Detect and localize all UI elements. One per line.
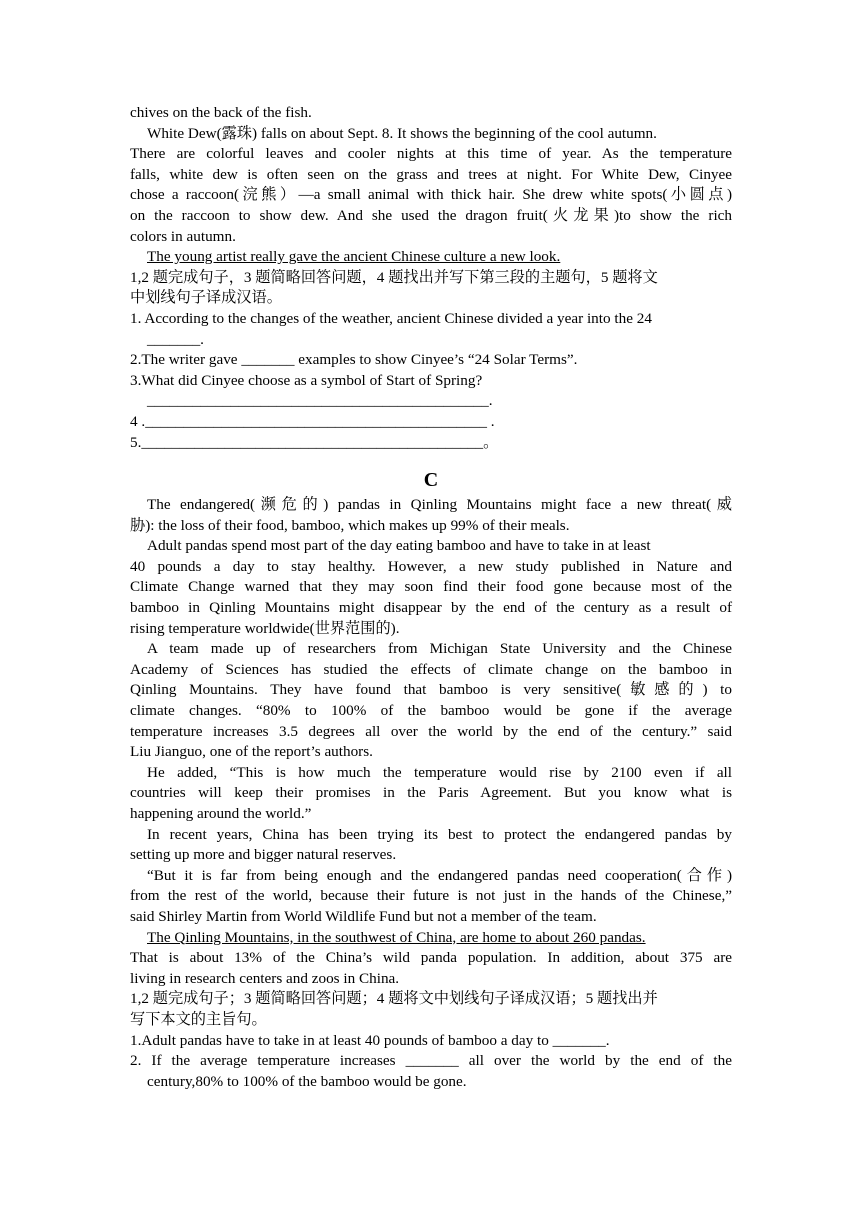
document-page bbox=[130, 103, 732, 1092]
passage-c-line: Qinling Mountains. They have found that bamboo is very sensitive(敏感的) to bbox=[130, 681, 732, 699]
passage-b-line: colors in autumn. bbox=[130, 227, 236, 245]
passage-c-line: from the rest of the world, because their future is not just in the hands of the Chinese,” bbox=[130, 887, 732, 905]
passage-c-line: living in research centers and zoos in China. bbox=[130, 969, 400, 987]
instructions-b: 1,2 题完成句子，3 题简略回答问题，4 题找出并写下第三段的主题句，5 题将文 bbox=[130, 268, 658, 286]
underlined-sentence: The Qinling Mountains, in the southwest of China, are home to about 260 pandas. bbox=[147, 928, 646, 946]
passage-c-line: Academy of Sciences has studied the effects of climate change on the bamboo in bbox=[130, 660, 732, 678]
instructions-c: 1,2 题完成句子；3 题简略回答问题；4 题将文中划线句子译成汉语；5 题找出并 bbox=[130, 990, 658, 1008]
underlined-sentence: The young artist really gave the ancient Chinese culture a new look. bbox=[147, 248, 561, 266]
passage-c-line: He added, “This is how much the temperature would rise by 2100 even if all bbox=[147, 763, 732, 781]
passage-c-line: 40 pounds a day to stay healthy. However, a new study published in Nature and bbox=[130, 557, 732, 575]
question-line: 2. If the average temperature increases _______ all over the world by the end of the bbox=[130, 1052, 732, 1070]
passage-c-line: climate changes. “80% to 100% of the bamboo would be gone if the average bbox=[130, 702, 732, 720]
passage-c-line: The endangered(濒危的) pandas in Qinling Mountains might face a new threat(威 bbox=[147, 496, 732, 514]
section-heading: C bbox=[423, 469, 439, 492]
question-line: 2.The writer gave _______ examples to show Cinyee’s “24 Solar Terms”. bbox=[130, 351, 578, 369]
passage-c-line: That is about 13% of the China’s wild panda population. In addition, about 375 are bbox=[130, 949, 732, 967]
passage-c-line: countries will keep their promises in the Paris Agreement. But you know what is bbox=[130, 784, 732, 802]
passage-b-line: chose a raccoon(浣熊）—a small animal with thick hair. She drew white spots(小圆点) bbox=[130, 186, 732, 204]
passage-c-line: Climate Change warned that they may soon find their food gone because most of the bbox=[130, 578, 732, 596]
answer-blank[interactable]: 5._____________________________________________。 bbox=[130, 433, 499, 451]
question-line: 3.What did Cinyee choose as a symbol of Start of Spring? bbox=[130, 371, 483, 389]
passage-c-line: temperature increases 3.5 degrees all over the world by the end of the century.” said bbox=[130, 722, 732, 740]
passage-c-line: said Shirley Martin from World Wildlife Fund but not a member of the team. bbox=[130, 907, 597, 925]
question-line: century,80% to 100% of the bamboo would be gone. bbox=[147, 1072, 467, 1090]
passage-b-line: on the raccoon to show dew. And she used the dragon fruit(火龙果)to show the rich bbox=[130, 206, 732, 224]
passage-b-line: chives on the back of the fish. bbox=[130, 104, 312, 121]
passage-c-line: rising temperature worldwide(世界范围的). bbox=[130, 619, 400, 637]
question-line: 1.Adult pandas have to take in at least 40 pounds of bamboo a day to _______. bbox=[130, 1031, 610, 1049]
answer-blank[interactable]: _______. bbox=[147, 330, 204, 348]
instructions-b: 中划线句子译成汉语。 bbox=[130, 289, 282, 307]
answer-blank[interactable]: _____________________________________________. bbox=[147, 392, 493, 410]
passage-c-line: “But it is far from being enough and the endangered pandas need cooperation(合作) bbox=[147, 866, 732, 884]
passage-b-line: White Dew(露珠) falls on about Sept. 8. It shows the beginning of the cool autumn. bbox=[147, 124, 657, 142]
passage-c-line: setting up more and bigger natural reserves. bbox=[130, 846, 397, 864]
passage-c-line: Liu Jianguo, one of the report’s authors. bbox=[130, 743, 373, 761]
passage-c-line: happening around the world.” bbox=[130, 805, 312, 822]
passage-c-line: In recent years, China has been trying its best to protect the endangered pandas by bbox=[147, 825, 732, 843]
question-line: 1. According to the changes of the weather, ancient Chinese divided a year into the 24 bbox=[130, 309, 652, 327]
passage-c-line: bamboo in Qinling Mountains might disappear by the end of the century as a result of bbox=[130, 599, 732, 617]
answer-blank[interactable]: 4 ._____________________________________________ . bbox=[130, 412, 495, 430]
passage-c-line: 胁): the loss of their food, bamboo, which makes up 99% of their meals. bbox=[130, 516, 570, 534]
passage-b-line: There are colorful leaves and cooler nights at this time of year. As the temperature bbox=[130, 145, 732, 163]
passage-c-line: A team made up of researchers from Michigan State University and the Chinese bbox=[147, 640, 732, 658]
passage-b-line: falls, white dew is often seen on the grass and trees at night. For White Dew, Cinyee bbox=[130, 165, 732, 183]
instructions-c: 写下本文的主旨句。 bbox=[130, 1010, 267, 1028]
passage-c-line: Adult pandas spend most part of the day eating bamboo and have to take in at least bbox=[147, 537, 651, 555]
